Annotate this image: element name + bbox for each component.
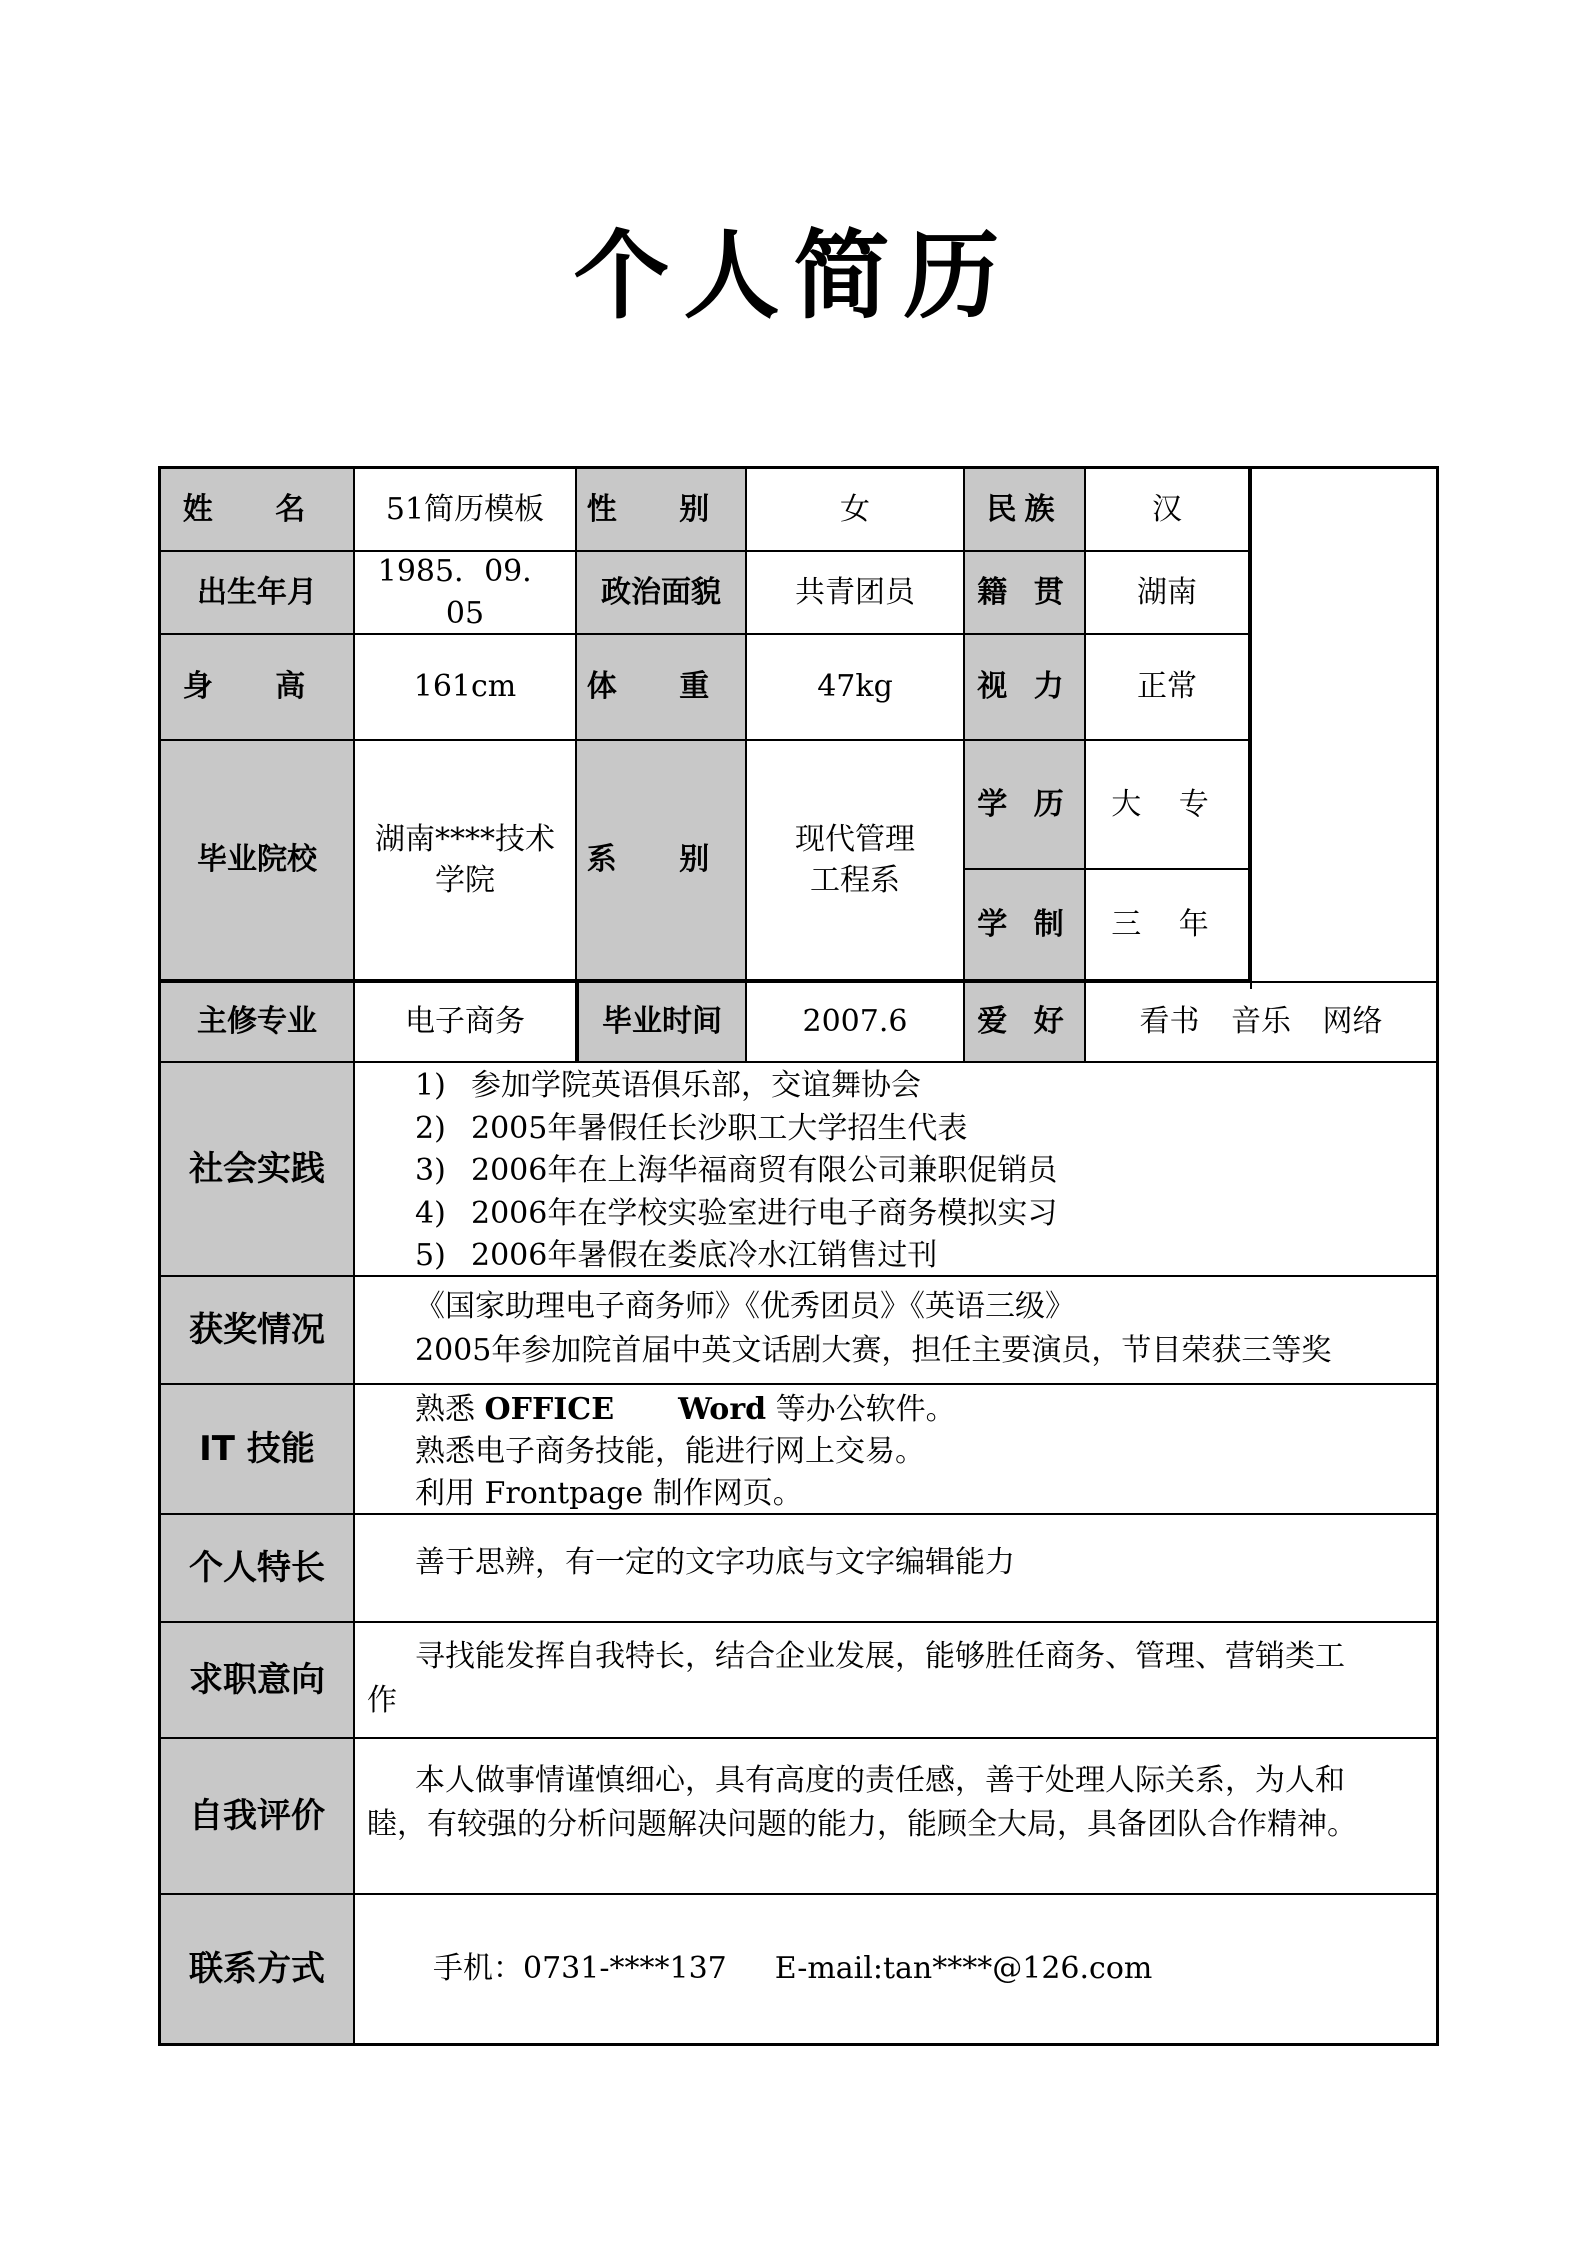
resume-table bbox=[158, 466, 1439, 2046]
major-label: 主修专业 bbox=[161, 981, 355, 1063]
origin-label: 籍 贯 bbox=[965, 552, 1086, 635]
awards-line: 《国家助理电子商务师》《优秀团员》《英语三级》 bbox=[415, 1289, 1075, 1324]
self-eval-text bbox=[355, 1739, 1436, 1895]
contact-phone: 手机：0731-****137 bbox=[433, 1951, 727, 1987]
intent-line: 作 bbox=[367, 1683, 397, 1718]
it-text bbox=[355, 1385, 1436, 1515]
it-line: 利用 Frontpage 制作网页。 bbox=[415, 1476, 803, 1511]
intent-text bbox=[355, 1623, 1436, 1739]
self-eval-line: 睦，有较强的分析问题解决问题的能力，能顾全大局，具备团队合作精神。 bbox=[367, 1807, 1357, 1842]
intent-label: 求职意向 bbox=[161, 1623, 355, 1739]
dept-value: 现代管理 工程系 bbox=[747, 741, 965, 981]
gender-value: 女 bbox=[747, 469, 965, 552]
weight-value: 47kg bbox=[747, 635, 965, 741]
grad-label: 毕业时间 bbox=[577, 981, 747, 1063]
contact-label: 联系方式 bbox=[161, 1895, 355, 2043]
school-value: 湖南****技术 学院 bbox=[355, 741, 577, 981]
name-value: 51简历模板 bbox=[355, 469, 577, 552]
height-value: 161cm bbox=[355, 635, 577, 741]
school-label: 毕业院校 bbox=[161, 741, 355, 981]
self-eval-line: 本人做事情谨慎细心，具有高度的责任感，善于处理人际关系，为人和 bbox=[415, 1763, 1345, 1798]
hobby-label: 爱 好 bbox=[965, 981, 1086, 1063]
strength-text: 善于思辨，有一定的文字功底与文字编辑能力 bbox=[355, 1515, 1436, 1623]
awards-label: 获奖情况 bbox=[161, 1277, 355, 1385]
it-line: 熟悉 OFFICE Word 等办公软件。 bbox=[415, 1392, 956, 1427]
awards-text bbox=[355, 1277, 1436, 1385]
education-label: 学 历 bbox=[965, 741, 1086, 870]
contact-email: E-mail:tan****@126.com bbox=[774, 1951, 1153, 1987]
education-value: 大 专 bbox=[1086, 741, 1250, 870]
list-item: 2) 2005年暑假任长沙职工大学招生代表 bbox=[415, 1110, 968, 1146]
political-value: 共青团员 bbox=[747, 552, 965, 635]
dept-label: 系 别 bbox=[577, 741, 747, 981]
name-label: 姓 名 bbox=[161, 469, 355, 552]
contact-text bbox=[355, 1895, 1436, 2043]
ethnicity-label: 民族 bbox=[965, 469, 1086, 552]
major-value: 电子商务 bbox=[355, 981, 577, 1063]
vision-value: 正常 bbox=[1086, 635, 1250, 741]
list-item: 3) 2006年在上海华福商贸有限公司兼职促销员 bbox=[415, 1153, 1058, 1188]
political-label: 政治面貌 bbox=[577, 552, 747, 635]
list-item: 5) 2006年暑假在娄底冷水江销售过刊 bbox=[415, 1238, 938, 1273]
duration-label: 学 制 bbox=[965, 870, 1086, 981]
duration-value: 三 年 bbox=[1086, 870, 1250, 981]
hobby-value: 看书 音乐 网络 bbox=[1086, 981, 1436, 1063]
birth-label: 出生年月 bbox=[161, 552, 355, 635]
practice-list bbox=[355, 1063, 1436, 1277]
awards-line: 2005年参加院首届中英文话剧大赛，担任主要演员，节目荣获三等奖 bbox=[415, 1333, 1332, 1368]
vision-label: 视 力 bbox=[965, 635, 1086, 741]
it-label: IT 技能 bbox=[161, 1385, 355, 1515]
weight-label: 体 重 bbox=[577, 635, 747, 741]
origin-value: 湖南 bbox=[1086, 552, 1250, 635]
birth-value: 1985．09．05 bbox=[355, 552, 577, 635]
list-item: 4) 2006年在学校实验室进行电子商务模拟实习 bbox=[415, 1195, 1058, 1231]
gender-label: 性 别 bbox=[577, 469, 747, 552]
photo-area bbox=[1250, 469, 1436, 989]
strength-label: 个人特长 bbox=[161, 1515, 355, 1623]
practice-label: 社会实践 bbox=[161, 1063, 355, 1277]
height-label: 身 高 bbox=[161, 635, 355, 741]
self-eval-label: 自我评价 bbox=[161, 1739, 355, 1895]
list-item: 1) 参加学院英语俱乐部，交谊舞协会 bbox=[415, 1068, 921, 1103]
it-line: 熟悉电子商务技能，能进行网上交易。 bbox=[415, 1434, 925, 1469]
grad-value: 2007.6 bbox=[747, 981, 965, 1063]
intent-line: 寻找能发挥自我特长，结合企业发展，能够胜任商务、管理、营销类工 bbox=[415, 1639, 1345, 1674]
ethnicity-value: 汉 bbox=[1086, 469, 1250, 552]
page-title: 个人简历 bbox=[573, 220, 1014, 332]
